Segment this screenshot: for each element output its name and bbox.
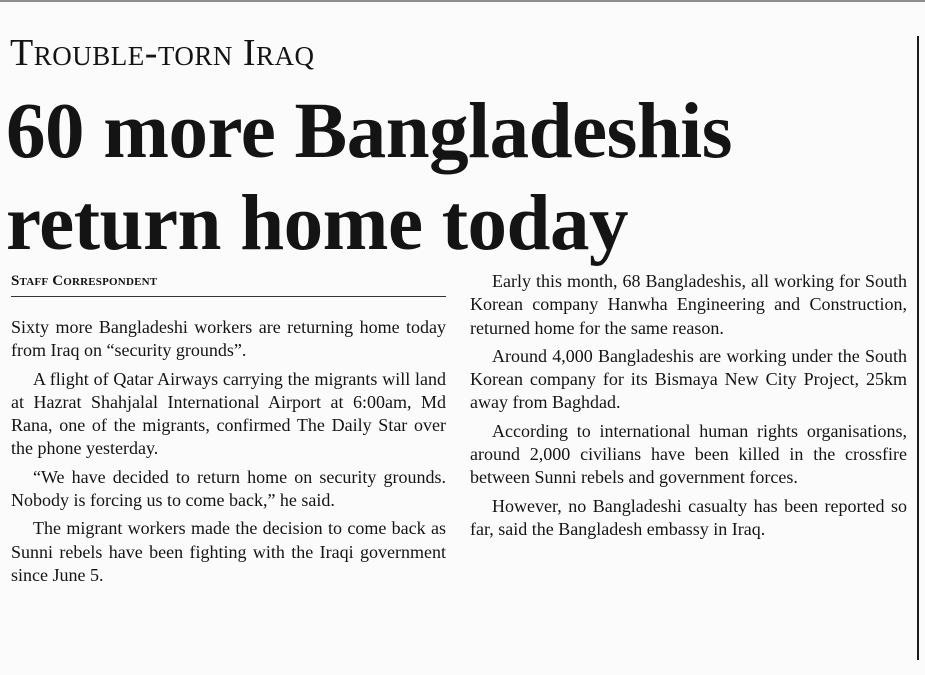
kicker: Trouble-torn Iraq — [10, 32, 315, 74]
paragraph: Around 4,000 Bangladeshis are working under the South Korean company for its Bismaya New City Project, 25km away from Baghdad. — [470, 345, 907, 413]
headline-line-1: 60 more Bangladeshis — [6, 88, 732, 175]
article-column-right — [470, 270, 907, 541]
byline: Staff Correspondent — [11, 270, 446, 297]
paragraph: A flight of Qatar Airways carrying the migrants will land at Hazrat Shahjalal International Airport at 6:00am, Md Rana, one of the migrants, confirmed The Daily Star over the phone yesterday. — [11, 368, 446, 459]
paragraph: “We have decided to return home on security grounds. Nobody is forcing us to come back,” he said. — [11, 466, 446, 511]
paragraph: The migrant workers made the decision to come back as Sunni rebels have been fighting with the Iraqi government since June 5. — [11, 518, 446, 585]
column-rule — [917, 36, 919, 660]
headline — [6, 86, 911, 270]
paragraph: However, no Bangladeshi casualty has been reported so far, said the Bangladesh embassy in Iraq. — [470, 495, 907, 539]
paragraph: Sixty more Bangladeshi workers are returning home today from Iraq on “security grounds”. — [11, 317, 446, 361]
top-rule — [0, 0, 925, 2]
paragraph: Early this month, 68 Bangladeshis, all working for South Korean company Hanwha Engineering and Construction, returned home for the same reason. — [470, 271, 907, 338]
paragraph: According to international human rights organisations, around 2,000 civilians have been killed in the crossfire between Sunni rebels and government forces. — [470, 420, 907, 488]
article-column-left — [11, 270, 446, 587]
headline-line-2: return home today — [6, 180, 628, 267]
